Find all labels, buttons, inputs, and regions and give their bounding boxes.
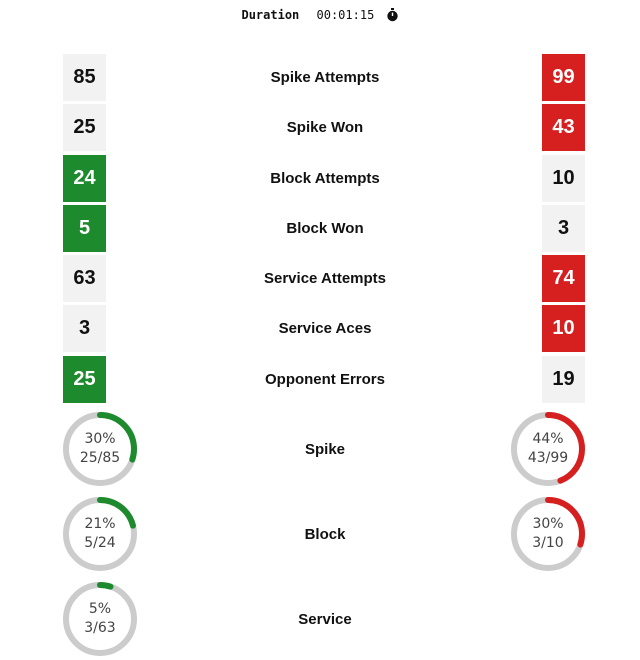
stat-row	[0, 255, 640, 302]
stat-row	[0, 205, 640, 252]
gauge-ratio: 43/99	[527, 450, 569, 466]
gauge-ratio: 5/24	[84, 535, 116, 551]
stat-row	[0, 356, 640, 403]
home-ring-gauge	[61, 495, 139, 573]
gauge-percent: 5%	[88, 601, 112, 617]
gauge-label: Service	[298, 610, 352, 628]
duration-label: Duration	[241, 8, 300, 22]
gauge-percent: 21%	[84, 516, 116, 532]
stat-row	[0, 104, 640, 151]
stat-row	[0, 155, 640, 202]
home-value: 3	[63, 305, 106, 352]
away-value: 74	[542, 255, 585, 302]
gauge-row	[0, 580, 640, 660]
gauge-percent: 30%	[532, 516, 564, 532]
away-value: 43	[542, 104, 585, 151]
stopwatch-icon	[386, 8, 399, 25]
gauge-ratio: 3/10	[532, 535, 564, 551]
home-ring-gauge	[61, 580, 139, 658]
away-value: 10	[542, 305, 585, 352]
stat-label: Service Attempts	[264, 270, 386, 287]
home-value: 24	[63, 155, 106, 202]
stat-row	[0, 54, 640, 101]
gauge-label: Spike	[304, 440, 346, 458]
home-ring-gauge	[61, 410, 139, 488]
away-value: 99	[542, 54, 585, 101]
home-value: 63	[63, 255, 106, 302]
away-value: 3	[542, 205, 585, 252]
stat-row	[0, 305, 640, 352]
stat-label: Block Attempts	[270, 170, 380, 187]
stat-label: Service Aces	[278, 320, 372, 337]
away-ring-gauge	[509, 495, 587, 573]
gauge-row	[0, 495, 640, 575]
away-value: 19	[542, 356, 585, 403]
stat-label: Block Won	[286, 220, 364, 237]
away-value: 10	[542, 155, 585, 202]
gauge-label: Block	[304, 525, 346, 543]
stat-label: Spike Attempts	[270, 69, 380, 86]
away-ring-gauge	[509, 410, 587, 488]
stat-label: Spike Won	[286, 119, 364, 136]
home-value: 25	[63, 104, 106, 151]
duration-value: 00:01:15	[316, 8, 375, 22]
duration-bar	[0, 8, 640, 25]
gauge-percent: 44%	[532, 431, 564, 447]
home-value: 5	[63, 205, 106, 252]
gauge-row	[0, 410, 640, 490]
home-value: 85	[63, 54, 106, 101]
gauge-percent: 30%	[84, 431, 116, 447]
gauge-ratio: 25/85	[79, 450, 121, 466]
gauge-ratio: 3/63	[84, 620, 116, 636]
home-value: 25	[63, 356, 106, 403]
stat-label: Opponent Errors	[264, 371, 385, 388]
